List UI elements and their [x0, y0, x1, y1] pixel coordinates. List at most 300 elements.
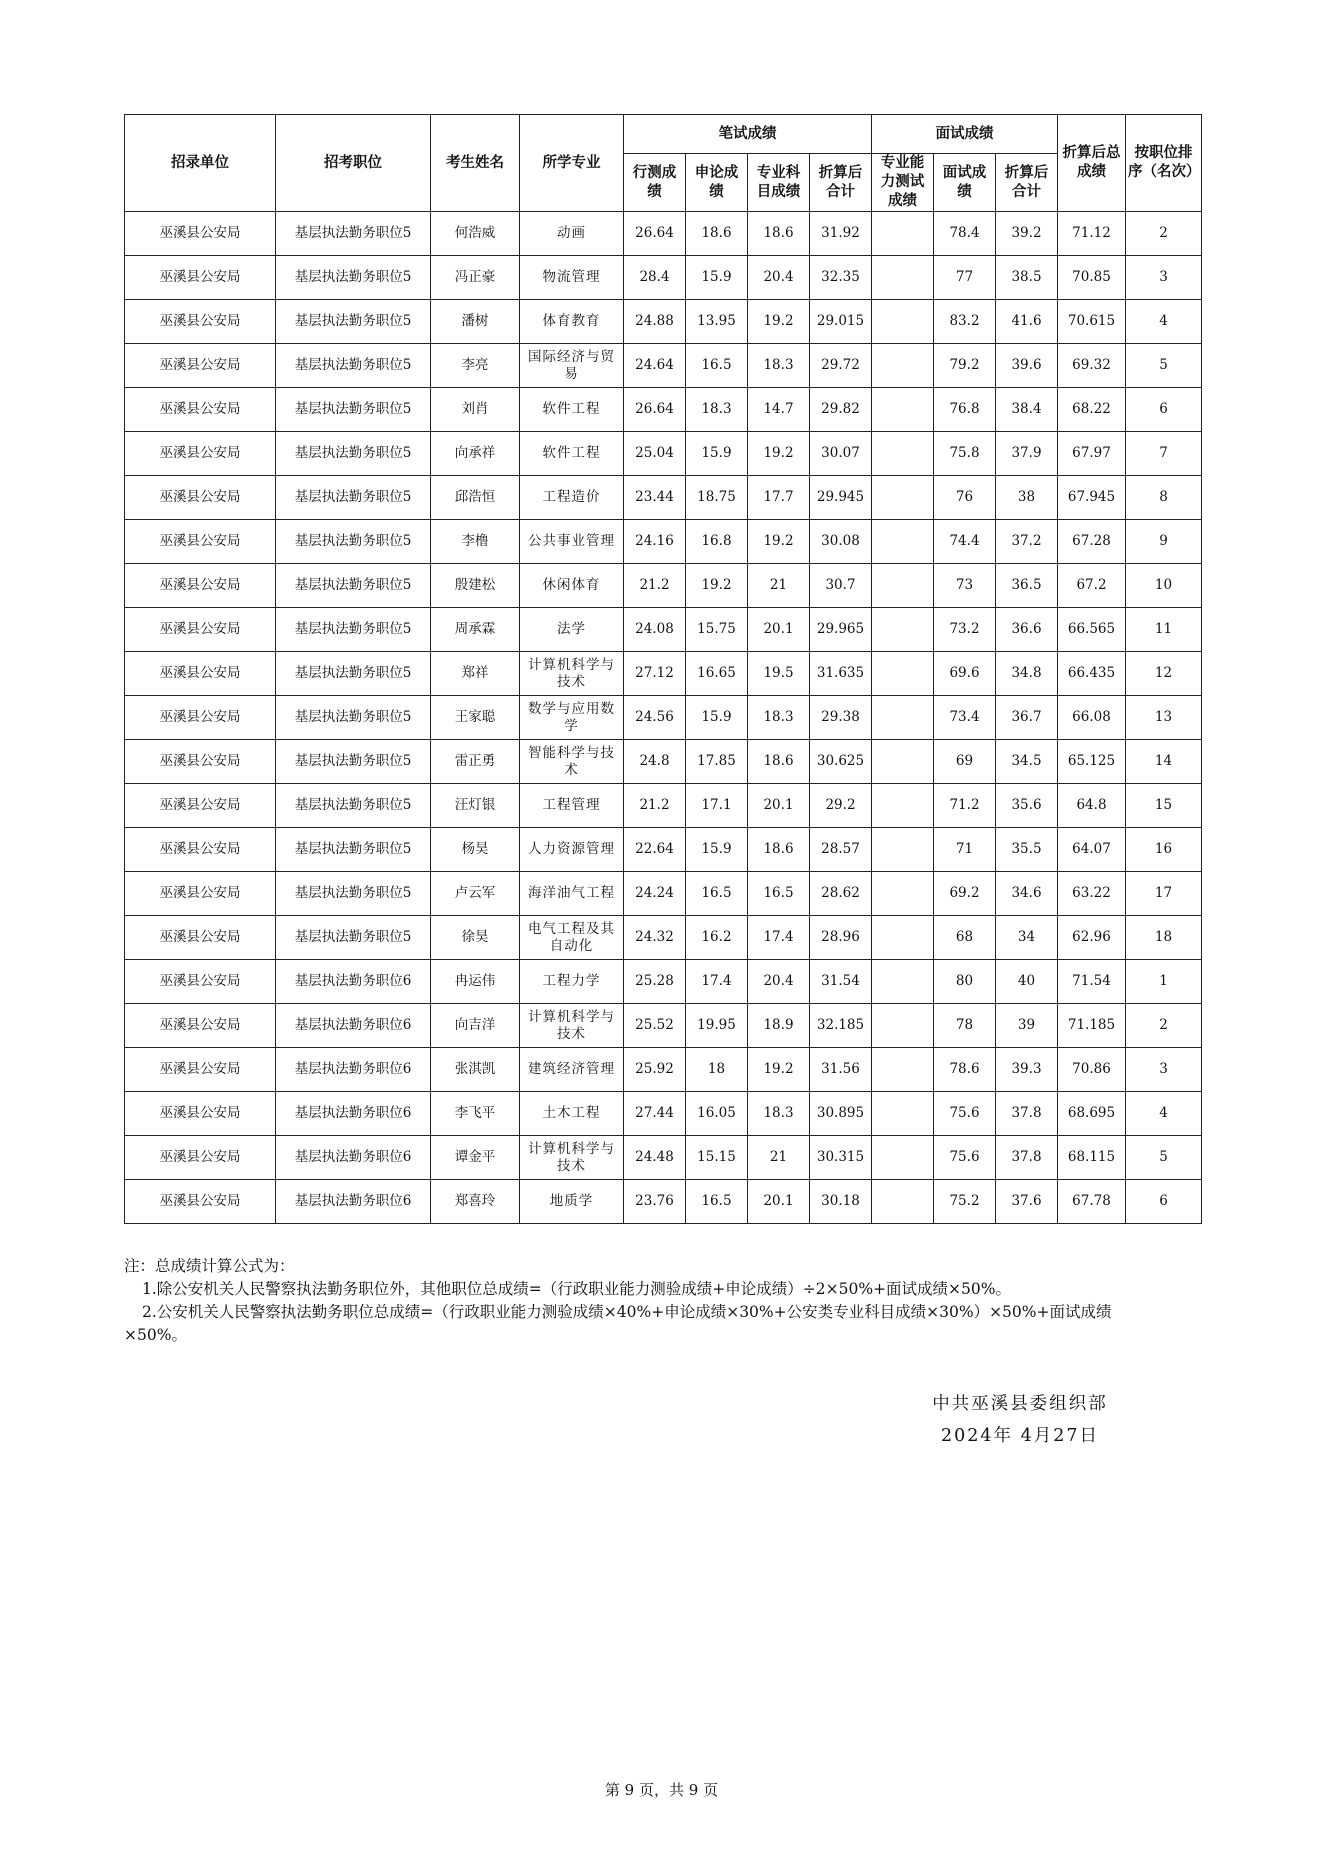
cell-ability	[872, 520, 934, 564]
cell-unit: 巫溪县公安局	[125, 300, 276, 344]
cell-rank: 7	[1126, 432, 1202, 476]
cell-written-sum: 30.895	[810, 1092, 872, 1136]
cell-xingce: 24.88	[624, 300, 686, 344]
cell-ability	[872, 916, 934, 960]
cell-unit: 巫溪县公安局	[125, 696, 276, 740]
cell-interview: 78.6	[934, 1048, 996, 1092]
cell-major: 土木工程	[520, 1092, 624, 1136]
cell-zhuanye: 18.3	[748, 1092, 810, 1136]
cell-interview-sum: 34.6	[996, 872, 1058, 916]
cell-total: 68.115	[1058, 1136, 1126, 1180]
cell-shenlun: 18.75	[686, 476, 748, 520]
cell-written-sum: 29.945	[810, 476, 872, 520]
cell-interview: 69.6	[934, 652, 996, 696]
table-body	[125, 212, 1202, 1224]
cell-written-sum: 30.7	[810, 564, 872, 608]
cell-interview-sum: 39.2	[996, 212, 1058, 256]
cell-xingce: 24.64	[624, 344, 686, 388]
cell-rank: 10	[1126, 564, 1202, 608]
cell-interview: 69	[934, 740, 996, 784]
cell-interview: 73.2	[934, 608, 996, 652]
cell-name: 张淇凯	[431, 1048, 520, 1092]
cell-major: 工程管理	[520, 784, 624, 828]
cell-xingce: 24.8	[624, 740, 686, 784]
cell-xingce: 26.64	[624, 212, 686, 256]
cell-position: 基层执法勤务职位5	[276, 784, 431, 828]
table-row	[125, 916, 1202, 960]
cell-name: 谭金平	[431, 1136, 520, 1180]
cell-interview: 77	[934, 256, 996, 300]
cell-shenlun: 17.85	[686, 740, 748, 784]
cell-ability	[872, 1136, 934, 1180]
cell-xingce: 27.12	[624, 652, 686, 696]
cell-ability	[872, 300, 934, 344]
cell-ability	[872, 344, 934, 388]
cell-zhuanye: 20.4	[748, 256, 810, 300]
cell-position: 基层执法勤务职位5	[276, 344, 431, 388]
header-shenlun: 申论成绩	[686, 154, 748, 212]
cell-rank: 5	[1126, 1136, 1202, 1180]
cell-written-sum: 29.015	[810, 300, 872, 344]
table-row	[125, 388, 1202, 432]
cell-written-sum: 29.965	[810, 608, 872, 652]
cell-interview: 83.2	[934, 300, 996, 344]
cell-unit: 巫溪县公安局	[125, 564, 276, 608]
cell-xingce: 26.64	[624, 388, 686, 432]
cell-shenlun: 16.2	[686, 916, 748, 960]
cell-unit: 巫溪县公安局	[125, 740, 276, 784]
cell-name: 周承霖	[431, 608, 520, 652]
cell-shenlun: 16.5	[686, 1180, 748, 1224]
cell-shenlun: 18	[686, 1048, 748, 1092]
cell-position: 基层执法勤务职位5	[276, 652, 431, 696]
cell-interview-sum: 38.5	[996, 256, 1058, 300]
cell-position: 基层执法勤务职位5	[276, 388, 431, 432]
cell-zhuanye: 19.2	[748, 520, 810, 564]
cell-total: 70.86	[1058, 1048, 1126, 1092]
cell-ability	[872, 1048, 934, 1092]
table-row	[125, 520, 1202, 564]
cell-rank: 2	[1126, 1004, 1202, 1048]
page-footer: 第 9 页，共 9 页	[604, 1781, 719, 1799]
cell-major: 工程力学	[520, 960, 624, 1004]
header-unit: 招录单位	[125, 115, 276, 212]
cell-position: 基层执法勤务职位6	[276, 1048, 431, 1092]
cell-written-sum: 32.35	[810, 256, 872, 300]
table-row	[125, 740, 1202, 784]
cell-unit: 巫溪县公安局	[125, 1136, 276, 1180]
cell-interview: 71	[934, 828, 996, 872]
cell-zhuanye: 17.4	[748, 916, 810, 960]
cell-zhuanye: 20.1	[748, 608, 810, 652]
table-row	[125, 1136, 1202, 1180]
table-row	[125, 476, 1202, 520]
cell-xingce: 23.76	[624, 1180, 686, 1224]
cell-major: 法学	[520, 608, 624, 652]
cell-xingce: 24.32	[624, 916, 686, 960]
cell-interview: 76.8	[934, 388, 996, 432]
cell-zhuanye: 19.2	[748, 1048, 810, 1092]
cell-shenlun: 17.1	[686, 784, 748, 828]
cell-unit: 巫溪县公安局	[125, 520, 276, 564]
cell-xingce: 24.56	[624, 696, 686, 740]
cell-ability	[872, 960, 934, 1004]
header-major: 所学专业	[520, 115, 624, 212]
cell-rank: 8	[1126, 476, 1202, 520]
cell-zhuanye: 21	[748, 564, 810, 608]
cell-name: 向承祥	[431, 432, 520, 476]
cell-position: 基层执法勤务职位5	[276, 564, 431, 608]
cell-interview: 80	[934, 960, 996, 1004]
cell-interview: 74.4	[934, 520, 996, 564]
cell-total: 70.615	[1058, 300, 1126, 344]
cell-interview-sum: 38	[996, 476, 1058, 520]
cell-written-sum: 29.82	[810, 388, 872, 432]
table-row	[125, 564, 1202, 608]
cell-interview-sum: 36.6	[996, 608, 1058, 652]
cell-written-sum: 30.08	[810, 520, 872, 564]
cell-total: 68.695	[1058, 1092, 1126, 1136]
cell-rank: 12	[1126, 652, 1202, 696]
cell-total: 64.07	[1058, 828, 1126, 872]
header-interview-group: 面试成绩	[872, 115, 1058, 154]
notes-line-2-continued: ×50%。	[124, 1326, 187, 1344]
cell-shenlun: 17.4	[686, 960, 748, 1004]
cell-written-sum: 31.92	[810, 212, 872, 256]
cell-unit: 巫溪县公安局	[125, 960, 276, 1004]
cell-rank: 18	[1126, 916, 1202, 960]
cell-position: 基层执法勤务职位5	[276, 608, 431, 652]
cell-interview: 75.6	[934, 1092, 996, 1136]
cell-unit: 巫溪县公安局	[125, 1180, 276, 1224]
cell-total: 69.32	[1058, 344, 1126, 388]
cell-xingce: 25.28	[624, 960, 686, 1004]
cell-unit: 巫溪县公安局	[125, 916, 276, 960]
table-row	[125, 960, 1202, 1004]
cell-total: 66.435	[1058, 652, 1126, 696]
cell-position: 基层执法勤务职位5	[276, 696, 431, 740]
cell-ability	[872, 1180, 934, 1224]
header-written-sum: 折算后合计	[810, 154, 872, 212]
cell-name: 郑祥	[431, 652, 520, 696]
cell-name: 卢云军	[431, 872, 520, 916]
cell-total: 67.2	[1058, 564, 1126, 608]
cell-rank: 9	[1126, 520, 1202, 564]
cell-interview-sum: 39.3	[996, 1048, 1058, 1092]
cell-position: 基层执法勤务职位5	[276, 916, 431, 960]
cell-interview: 75.2	[934, 1180, 996, 1224]
cell-interview-sum: 34	[996, 916, 1058, 960]
cell-major: 人力资源管理	[520, 828, 624, 872]
cell-written-sum: 31.54	[810, 960, 872, 1004]
cell-rank: 6	[1126, 388, 1202, 432]
cell-shenlun: 16.8	[686, 520, 748, 564]
cell-written-sum: 28.62	[810, 872, 872, 916]
header-xingce: 行测成绩	[624, 154, 686, 212]
cell-shenlun: 15.75	[686, 608, 748, 652]
cell-xingce: 24.24	[624, 872, 686, 916]
cell-shenlun: 16.65	[686, 652, 748, 696]
cell-position: 基层执法勤务职位6	[276, 1136, 431, 1180]
cell-unit: 巫溪县公安局	[125, 212, 276, 256]
cell-interview-sum: 37.8	[996, 1136, 1058, 1180]
cell-major: 软件工程	[520, 388, 624, 432]
cell-zhuanye: 18.3	[748, 344, 810, 388]
cell-unit: 巫溪县公安局	[125, 652, 276, 696]
cell-written-sum: 29.38	[810, 696, 872, 740]
cell-ability	[872, 564, 934, 608]
cell-position: 基层执法勤务职位5	[276, 740, 431, 784]
cell-name: 李飞平	[431, 1092, 520, 1136]
cell-position: 基层执法勤务职位6	[276, 1004, 431, 1048]
cell-major: 海洋油气工程	[520, 872, 624, 916]
cell-total: 67.28	[1058, 520, 1126, 564]
notes-line-1: 1.除公安机关人民警察执法勤务职位外，其他职位总成绩=（行政职业能力测验成绩+申论成绩）÷2×50%+面试成绩×50%。	[142, 1280, 1011, 1298]
cell-interview-sum: 39	[996, 1004, 1058, 1048]
cell-interview: 75.8	[934, 432, 996, 476]
cell-zhuanye: 18.6	[748, 740, 810, 784]
table-row	[125, 212, 1202, 256]
cell-written-sum: 29.2	[810, 784, 872, 828]
cell-ability	[872, 476, 934, 520]
cell-interview: 78.4	[934, 212, 996, 256]
cell-interview: 73.4	[934, 696, 996, 740]
cell-rank: 14	[1126, 740, 1202, 784]
cell-rank: 3	[1126, 256, 1202, 300]
cell-major: 计算机科学与技术	[520, 1136, 624, 1180]
cell-interview-sum: 37.8	[996, 1092, 1058, 1136]
signature-date: 2024年 4月27日	[940, 1426, 1099, 1446]
cell-name: 邱浩恒	[431, 476, 520, 520]
cell-interview-sum: 36.7	[996, 696, 1058, 740]
cell-position: 基层执法勤务职位5	[276, 300, 431, 344]
cell-major: 工程造价	[520, 476, 624, 520]
cell-rank: 5	[1126, 344, 1202, 388]
cell-xingce: 27.44	[624, 1092, 686, 1136]
cell-shenlun: 18.3	[686, 388, 748, 432]
cell-unit: 巫溪县公安局	[125, 1092, 276, 1136]
cell-position: 基层执法勤务职位5	[276, 520, 431, 564]
cell-rank: 17	[1126, 872, 1202, 916]
notes	[124, 1255, 1214, 1347]
table-row	[125, 344, 1202, 388]
table-row	[125, 1004, 1202, 1048]
cell-total: 67.97	[1058, 432, 1126, 476]
cell-total: 67.78	[1058, 1180, 1126, 1224]
cell-shenlun: 16.5	[686, 344, 748, 388]
cell-zhuanye: 17.7	[748, 476, 810, 520]
cell-name: 殷建松	[431, 564, 520, 608]
cell-xingce: 24.16	[624, 520, 686, 564]
cell-major: 电气工程及其自动化	[520, 916, 624, 960]
header-ability: 专业能力测试成绩	[872, 154, 934, 212]
cell-ability	[872, 1004, 934, 1048]
cell-total: 68.22	[1058, 388, 1126, 432]
cell-zhuanye: 16.5	[748, 872, 810, 916]
cell-shenlun: 16.5	[686, 872, 748, 916]
cell-major: 动画	[520, 212, 624, 256]
cell-rank: 4	[1126, 300, 1202, 344]
cell-name: 冯正豪	[431, 256, 520, 300]
cell-total: 63.22	[1058, 872, 1126, 916]
cell-major: 建筑经济管理	[520, 1048, 624, 1092]
cell-name: 雷正勇	[431, 740, 520, 784]
cell-interview-sum: 37.2	[996, 520, 1058, 564]
cell-major: 软件工程	[520, 432, 624, 476]
cell-name: 王家聪	[431, 696, 520, 740]
cell-rank: 2	[1126, 212, 1202, 256]
cell-xingce: 25.52	[624, 1004, 686, 1048]
cell-position: 基层执法勤务职位5	[276, 828, 431, 872]
cell-total: 71.12	[1058, 212, 1126, 256]
cell-ability	[872, 1092, 934, 1136]
cell-ability	[872, 828, 934, 872]
table-row	[125, 256, 1202, 300]
table-row	[125, 432, 1202, 476]
cell-written-sum: 31.56	[810, 1048, 872, 1092]
cell-name: 潘树	[431, 300, 520, 344]
cell-position: 基层执法勤务职位5	[276, 212, 431, 256]
table-row	[125, 784, 1202, 828]
cell-ability	[872, 740, 934, 784]
table-row	[125, 300, 1202, 344]
cell-xingce: 21.2	[624, 784, 686, 828]
cell-zhuanye: 19.2	[748, 300, 810, 344]
table-row	[125, 696, 1202, 740]
cell-written-sum: 30.07	[810, 432, 872, 476]
table-row	[125, 1092, 1202, 1136]
cell-zhuanye: 18.6	[748, 212, 810, 256]
cell-xingce: 25.92	[624, 1048, 686, 1092]
cell-position: 基层执法勤务职位5	[276, 432, 431, 476]
cell-major: 体育教育	[520, 300, 624, 344]
cell-shenlun: 13.95	[686, 300, 748, 344]
cell-ability	[872, 388, 934, 432]
cell-unit: 巫溪县公安局	[125, 784, 276, 828]
table-row	[125, 1180, 1202, 1224]
cell-unit: 巫溪县公安局	[125, 476, 276, 520]
cell-zhuanye: 20.1	[748, 1180, 810, 1224]
cell-written-sum: 30.315	[810, 1136, 872, 1180]
cell-total: 66.08	[1058, 696, 1126, 740]
cell-written-sum: 28.96	[810, 916, 872, 960]
cell-unit: 巫溪县公安局	[125, 872, 276, 916]
cell-interview: 78	[934, 1004, 996, 1048]
header-name: 考生姓名	[431, 115, 520, 212]
cell-major: 公共事业管理	[520, 520, 624, 564]
cell-position: 基层执法勤务职位5	[276, 872, 431, 916]
cell-unit: 巫溪县公安局	[125, 828, 276, 872]
cell-unit: 巫溪县公安局	[125, 1004, 276, 1048]
cell-unit: 巫溪县公安局	[125, 608, 276, 652]
table-row	[125, 1048, 1202, 1092]
table-row	[125, 872, 1202, 916]
cell-unit: 巫溪县公安局	[125, 1048, 276, 1092]
cell-name: 向吉洋	[431, 1004, 520, 1048]
cell-ability	[872, 432, 934, 476]
cell-interview: 71.2	[934, 784, 996, 828]
cell-ability	[872, 872, 934, 916]
cell-shenlun: 15.9	[686, 696, 748, 740]
cell-unit: 巫溪县公安局	[125, 432, 276, 476]
cell-rank: 13	[1126, 696, 1202, 740]
cell-interview: 68	[934, 916, 996, 960]
cell-rank: 4	[1126, 1092, 1202, 1136]
cell-zhuanye: 18.3	[748, 696, 810, 740]
cell-name: 李橹	[431, 520, 520, 564]
cell-interview-sum: 36.5	[996, 564, 1058, 608]
cell-xingce: 24.48	[624, 1136, 686, 1180]
cell-name: 杨昊	[431, 828, 520, 872]
cell-shenlun: 15.9	[686, 256, 748, 300]
cell-rank: 15	[1126, 784, 1202, 828]
cell-position: 基层执法勤务职位5	[276, 476, 431, 520]
cell-ability	[872, 256, 934, 300]
cell-shenlun: 19.95	[686, 1004, 748, 1048]
cell-name: 刘肖	[431, 388, 520, 432]
cell-major: 计算机科学与技术	[520, 1004, 624, 1048]
cell-total: 67.945	[1058, 476, 1126, 520]
cell-interview: 79.2	[934, 344, 996, 388]
cell-zhuanye: 19.5	[748, 652, 810, 696]
cell-rank: 1	[1126, 960, 1202, 1004]
cell-rank: 6	[1126, 1180, 1202, 1224]
cell-total: 65.125	[1058, 740, 1126, 784]
cell-total: 62.96	[1058, 916, 1126, 960]
cell-zhuanye: 20.4	[748, 960, 810, 1004]
cell-name: 郑喜玲	[431, 1180, 520, 1224]
table-row	[125, 608, 1202, 652]
cell-total: 71.54	[1058, 960, 1126, 1004]
score-table	[124, 114, 1202, 1224]
cell-major: 智能科学与技术	[520, 740, 624, 784]
table-row	[125, 828, 1202, 872]
cell-shenlun: 19.2	[686, 564, 748, 608]
cell-interview-sum: 40	[996, 960, 1058, 1004]
cell-position: 基层执法勤务职位5	[276, 256, 431, 300]
notes-title: 注：总成绩计算公式为：	[124, 1257, 295, 1275]
cell-position: 基层执法勤务职位6	[276, 1092, 431, 1136]
cell-written-sum: 28.57	[810, 828, 872, 872]
cell-interview: 75.6	[934, 1136, 996, 1180]
cell-interview: 73	[934, 564, 996, 608]
cell-rank: 3	[1126, 1048, 1202, 1092]
cell-shenlun: 18.6	[686, 212, 748, 256]
cell-shenlun: 15.15	[686, 1136, 748, 1180]
cell-xingce: 23.44	[624, 476, 686, 520]
cell-rank: 16	[1126, 828, 1202, 872]
cell-written-sum: 32.185	[810, 1004, 872, 1048]
cell-shenlun: 15.9	[686, 432, 748, 476]
cell-shenlun: 16.05	[686, 1092, 748, 1136]
cell-written-sum: 31.635	[810, 652, 872, 696]
cell-xingce: 24.08	[624, 608, 686, 652]
cell-position: 基层执法勤务职位6	[276, 960, 431, 1004]
cell-interview-sum: 38.4	[996, 388, 1058, 432]
cell-unit: 巫溪县公安局	[125, 388, 276, 432]
signature	[900, 1388, 1140, 1452]
cell-zhuanye: 18.9	[748, 1004, 810, 1048]
header-interview-sum: 折算后合计	[996, 154, 1058, 212]
cell-interview: 69.2	[934, 872, 996, 916]
cell-zhuanye: 18.6	[748, 828, 810, 872]
header-written-group: 笔试成绩	[624, 115, 872, 154]
cell-major: 地质学	[520, 1180, 624, 1224]
cell-ability	[872, 652, 934, 696]
cell-zhuanye: 21	[748, 1136, 810, 1180]
cell-unit: 巫溪县公安局	[125, 344, 276, 388]
notes-line-2: 2.公安机关人民警察执法勤务职位总成绩=（行政职业能力测验成绩×40%+申论成绩×30%+公安类专业科目成绩×30%）×50%+面试成绩	[142, 1303, 1112, 1321]
